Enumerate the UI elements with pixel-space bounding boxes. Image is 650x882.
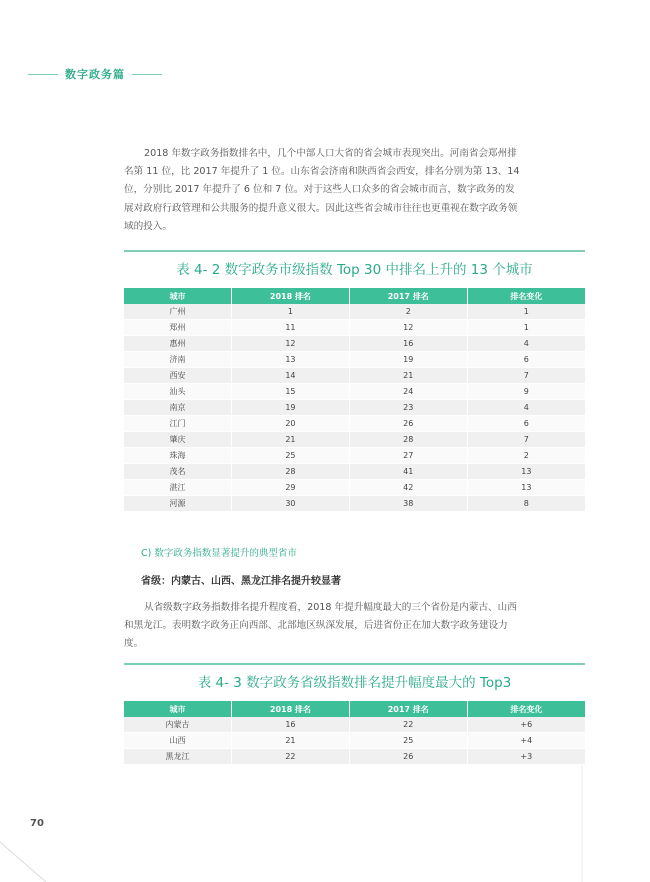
table-cell: 9	[467, 384, 585, 400]
table-row	[124, 464, 585, 480]
table-cell: 肇庆	[124, 432, 232, 448]
table-title: 表 4- 3 数字政务省级指数排名提升幅度最大的 Top3	[197, 675, 512, 691]
table-cell: 26	[349, 749, 467, 765]
subsection-heading: C) 数字政务指数显著提升的典型省市	[141, 548, 297, 559]
table-cell: 28	[232, 464, 350, 480]
table-cell: +6	[467, 717, 585, 733]
column-header: 2017 排名	[349, 701, 467, 717]
table-cell: 4	[467, 336, 585, 352]
column-header: 2018 排名	[232, 701, 350, 717]
table-cell: 湛江	[124, 480, 232, 496]
table-cell: 2	[467, 448, 585, 464]
table-cell: 珠海	[124, 448, 232, 464]
table-cell: 16	[349, 336, 467, 352]
table-cell: 30	[232, 496, 350, 512]
table-cell: 黑龙江	[124, 749, 232, 765]
table-cell: 济南	[124, 352, 232, 368]
data-table	[124, 701, 585, 765]
table-cell: 1	[467, 304, 585, 320]
table-row	[124, 448, 585, 464]
table-cell: 21	[349, 368, 467, 384]
table-row	[124, 496, 585, 512]
table-cell: 郑州	[124, 320, 232, 336]
table-cell: 28	[349, 432, 467, 448]
table-cell: 21	[232, 432, 350, 448]
table-row	[124, 320, 585, 336]
table-cell: 西安	[124, 368, 232, 384]
column-header: 排名变化	[467, 701, 585, 717]
table-cell: 21	[232, 733, 350, 749]
table-cell: 15	[232, 384, 350, 400]
table-row	[124, 352, 585, 368]
table-cell: 1	[467, 320, 585, 336]
table-cell: 19	[232, 400, 350, 416]
table-cell: 19	[349, 352, 467, 368]
table-cell: 2	[349, 304, 467, 320]
table-cell: 12	[232, 336, 350, 352]
table-city-rank-rise	[124, 250, 585, 512]
page-number: 70	[30, 818, 44, 829]
subsection-subheading: 省级：内蒙古、山西、黑龙江排名提升较显著	[141, 576, 341, 587]
table-cell: 茂名	[124, 464, 232, 480]
table-cell: 7	[467, 432, 585, 448]
table-cell: 14	[232, 368, 350, 384]
table-cell: 22	[349, 717, 467, 733]
table-cell: 20	[232, 416, 350, 432]
table-cell: 河源	[124, 496, 232, 512]
header-line-left	[28, 74, 58, 75]
table-cell: 25	[349, 733, 467, 749]
table-row	[124, 416, 585, 432]
table-cell: 24	[349, 384, 467, 400]
table-cell: +4	[467, 733, 585, 749]
table-cell: 12	[349, 320, 467, 336]
section-title: 数字政务篇	[65, 68, 125, 81]
table-row	[124, 717, 585, 733]
column-header: 2018 排名	[232, 288, 350, 304]
table-cell: 38	[349, 496, 467, 512]
table-cell: 6	[467, 352, 585, 368]
table-row	[124, 336, 585, 352]
table-row	[124, 400, 585, 416]
table-province-rank-rise	[124, 663, 585, 765]
table-row	[124, 432, 585, 448]
column-header: 城市	[124, 288, 232, 304]
table-row	[124, 384, 585, 400]
table-cell: 13	[467, 480, 585, 496]
header-line-right	[132, 74, 162, 75]
table-cell: 江门	[124, 416, 232, 432]
column-header: 城市	[124, 701, 232, 717]
table-cell: 惠州	[124, 336, 232, 352]
table-cell: 内蒙古	[124, 717, 232, 733]
paragraph-province: 从省级数字政务指数排名提升程度看，2018 年提升幅度最大的三个省份是内蒙古、山西和黑龙江。表明数字政务正向西部、北部地区纵深发展，后进省份正在加大数字政务建设力度。	[124, 602, 517, 650]
paragraph-intro: 2018 年数字政务指数排名中，几个中部人口大省的省会城市表现突出。河南省会郑州排名第 11 位，比 2017 年提升了 1 位。山东省会济南和陕西省会西安，排名分别为第 13、14 位，分别比 2017 年提升了 6 位和 7 位。对于这些人口众多的省会城市而言，数字政务的发展对政府行政管理和公共服务的提升意义很大。因此这些省会城市往往也更重视在数字政务领域的投入。	[124, 148, 520, 232]
table-row	[124, 368, 585, 384]
table-cell: 23	[349, 400, 467, 416]
table-cell: 13	[232, 352, 350, 368]
column-header: 2017 排名	[349, 288, 467, 304]
table-cell: 42	[349, 480, 467, 496]
table-cell: 13	[467, 464, 585, 480]
table-cell: 25	[232, 448, 350, 464]
table-cell: 南京	[124, 400, 232, 416]
section-header	[28, 66, 162, 82]
table-row	[124, 733, 585, 749]
table-cell: 1	[232, 304, 350, 320]
table-cell: 27	[349, 448, 467, 464]
table-title: 表 4- 2 数字政务市级指数 Top 30 中排名上升的 13 个城市	[176, 262, 533, 278]
table-cell: 山西	[124, 733, 232, 749]
table-cell: 汕头	[124, 384, 232, 400]
table-cell: 26	[349, 416, 467, 432]
data-table	[124, 288, 585, 512]
table-row	[124, 304, 585, 320]
table-cell: +3	[467, 749, 585, 765]
table-cell: 11	[232, 320, 350, 336]
table-cell: 6	[467, 416, 585, 432]
table-cell: 41	[349, 464, 467, 480]
table-cell: 7	[467, 368, 585, 384]
table-cell: 4	[467, 400, 585, 416]
table-cell: 8	[467, 496, 585, 512]
table-cell: 29	[232, 480, 350, 496]
table-row	[124, 749, 585, 765]
table-cell: 广州	[124, 304, 232, 320]
table-row	[124, 480, 585, 496]
table-cell: 16	[232, 717, 350, 733]
table-cell: 22	[232, 749, 350, 765]
column-header: 排名变化	[467, 288, 585, 304]
